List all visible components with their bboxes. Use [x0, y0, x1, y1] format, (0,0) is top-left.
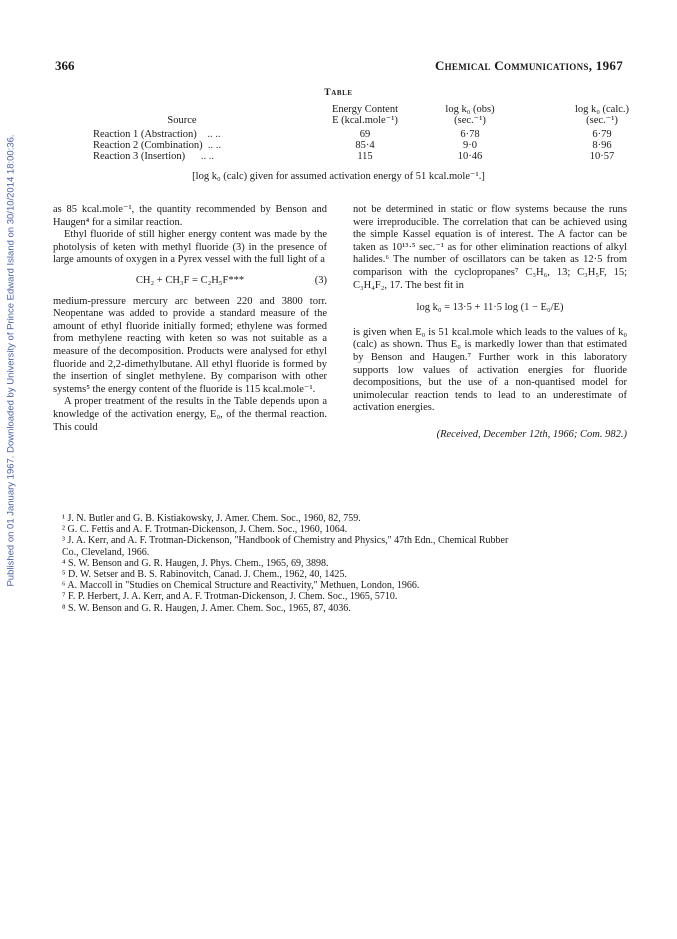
paragraph: is given when E₀ is 51 kcal.mole which leads to the values of k₀ (calc) as shown. Thus E₀ is markedly lower than that estimated by Benson and Haugen.⁷ Further work in this laboratory supports low values of activation energies for fluoride decompositions, but the use of a non-quantised model for unimolecular reaction tends to lead to an underestimate of activation energies.	[353, 326, 627, 414]
page-number: 366	[55, 58, 75, 73]
header-calc-1: log k₀ (calc.)	[574, 104, 630, 115]
paragraph: medium-pressure mercury arc between 220 and 3800 torr. Neopentane was added to provide a standard measure of the amount of ethyl fluoride initially formed; ethylene was formed from methylene reacting with keten so was not suitable as a measure of the decomposition. Products were analysed for ethyl fluoride and 2,2-dimethylbutane. All ethyl fluoride is formed by the insertion of singlet methylene. By comparison with other systems⁵ the energy content of the fluoride is 115 kcal.mole⁻¹.	[53, 295, 327, 395]
header-source: Source	[167, 115, 197, 126]
row-calc: 8·96	[592, 140, 612, 151]
header-energy-1: Energy Content	[331, 104, 398, 115]
reference-item: ⁷ F. P. Herbert, J. A. Kerr, and A. F. Trotman-Dickenson, J. Chem. Soc., 1965, 5710.	[62, 591, 398, 603]
data-table	[93, 104, 657, 162]
row-energy: 69	[359, 129, 371, 140]
reference-item: ⁵ D. W. Setser and B. S. Rabinovitch, Canad. J. Chem., 1962, 40, 1425.	[62, 569, 347, 581]
row-calc: 6·79	[592, 129, 612, 140]
row-obs: 9·0	[463, 140, 477, 151]
row-leader: .. ..	[207, 140, 222, 151]
header-obs-1: log k₀ (obs)	[445, 104, 495, 115]
row-obs: 10·46	[457, 151, 483, 162]
publication-stamp-text: Published on 01 January 1967. Downloaded by University of Prince Edward Island on 30/10/2014 18:00:36.	[5, 133, 17, 587]
table-title: Table	[324, 88, 353, 98]
reference-item: ¹ J. N. Butler and G. B. Kistiakowsky, J. Amer. Chem. Soc., 1960, 82, 759.	[62, 513, 361, 524]
reference-item: ⁸ S. W. Benson and G. R. Haugen, J. Amer. Chem. Soc., 1965, 87, 4036.	[62, 602, 351, 614]
row-source: Reaction 3 (Insertion)	[93, 151, 186, 162]
header-obs-2: (sec.⁻¹)	[454, 115, 486, 126]
header-energy-2: E (kcal.mole⁻¹)	[332, 115, 398, 126]
row-leader: .. ..	[200, 151, 215, 162]
paragraph: as 85 kcal.mole⁻¹, the quantity recommended by Benson and Haugen⁴ for a similar reaction.	[53, 204, 327, 228]
table-row	[93, 129, 657, 140]
paragraph: not be determined in static or flow systems because the runs were irreproducible. The correlation that can be achieved using the simple Kassel equation is of interest. The A factor can be taken as 10¹³·⁵ sec.⁻¹ as for other elimination reactions of alkyl halides.⁶ The number of oscillators can be taken as 12·5 from comparison with the cyclopropanes⁷ C₃H₆, 13; C₃H₅F, 15; C₃H₄F₂, 17. The best fit in	[353, 204, 627, 291]
equation-number: (3)	[314, 274, 327, 286]
journal-name: Chemical Communications, 1967	[434, 58, 623, 73]
table-footnote: [log k₀ (calc) given for assumed activation energy of 51 kcal.mole⁻¹.]	[192, 171, 485, 182]
left-column	[53, 204, 327, 434]
reference-item: ³ J. A. Kerr, and A. F. Trotman-Dickenson, "Handbook of Chemistry and Physics," 47th Edn., Chemical Rubber	[62, 535, 509, 547]
reference-item: ² G. C. Fettis and A. F. Trotman-Dickenson, J. Chem. Soc., 1960, 1064.	[62, 524, 348, 536]
table-row	[93, 140, 657, 151]
reference-item: ⁶ A. Maccoll in "Studies on Chemical Structure and Reactivity," Methuen, London, 1966.	[62, 580, 420, 592]
equation-3	[53, 275, 327, 288]
right-column	[353, 204, 627, 442]
kassel-equation: log k₀ = 13·5 + 11·5 log (1 − E₀/E)	[416, 302, 564, 314]
references	[62, 513, 632, 614]
reference-item: Co., Cleveland, 1966.	[62, 546, 150, 558]
publication-stamp	[4, 120, 18, 600]
page-header	[55, 58, 623, 74]
row-energy: 115	[357, 151, 373, 162]
reference-item: ⁴ S. W. Benson and G. R. Haugen, J. Phys. Chem., 1965, 69, 3898.	[62, 557, 329, 569]
header-calc-2: (sec.⁻¹)	[586, 115, 618, 126]
row-energy: 85·4	[355, 140, 375, 151]
paragraph: Ethyl fluoride of still higher energy content was made by the photolysis of keten with methyl fluoride (3) in the presence of large amounts of oxygen in a Pyrex vessel with the full light of a	[53, 229, 327, 266]
paragraph: A proper treatment of the results in the Table depends upon a knowledge of the activation energy, E₀, of the thermal reaction. This could	[53, 396, 327, 433]
received-date: (Received, December 12th, 1966; Com. 982.)	[436, 428, 627, 440]
row-obs: 6·78	[460, 129, 480, 140]
equation-text: CH₂ + CH₃F = C₂H₅F***	[135, 274, 245, 286]
row-leader: .. ..	[207, 129, 221, 140]
row-calc: 10·57	[589, 151, 615, 162]
row-source: Reaction 1 (Abstraction)	[93, 129, 197, 140]
table-row	[93, 151, 657, 162]
row-source: Reaction 2 (Combination)	[93, 140, 203, 151]
